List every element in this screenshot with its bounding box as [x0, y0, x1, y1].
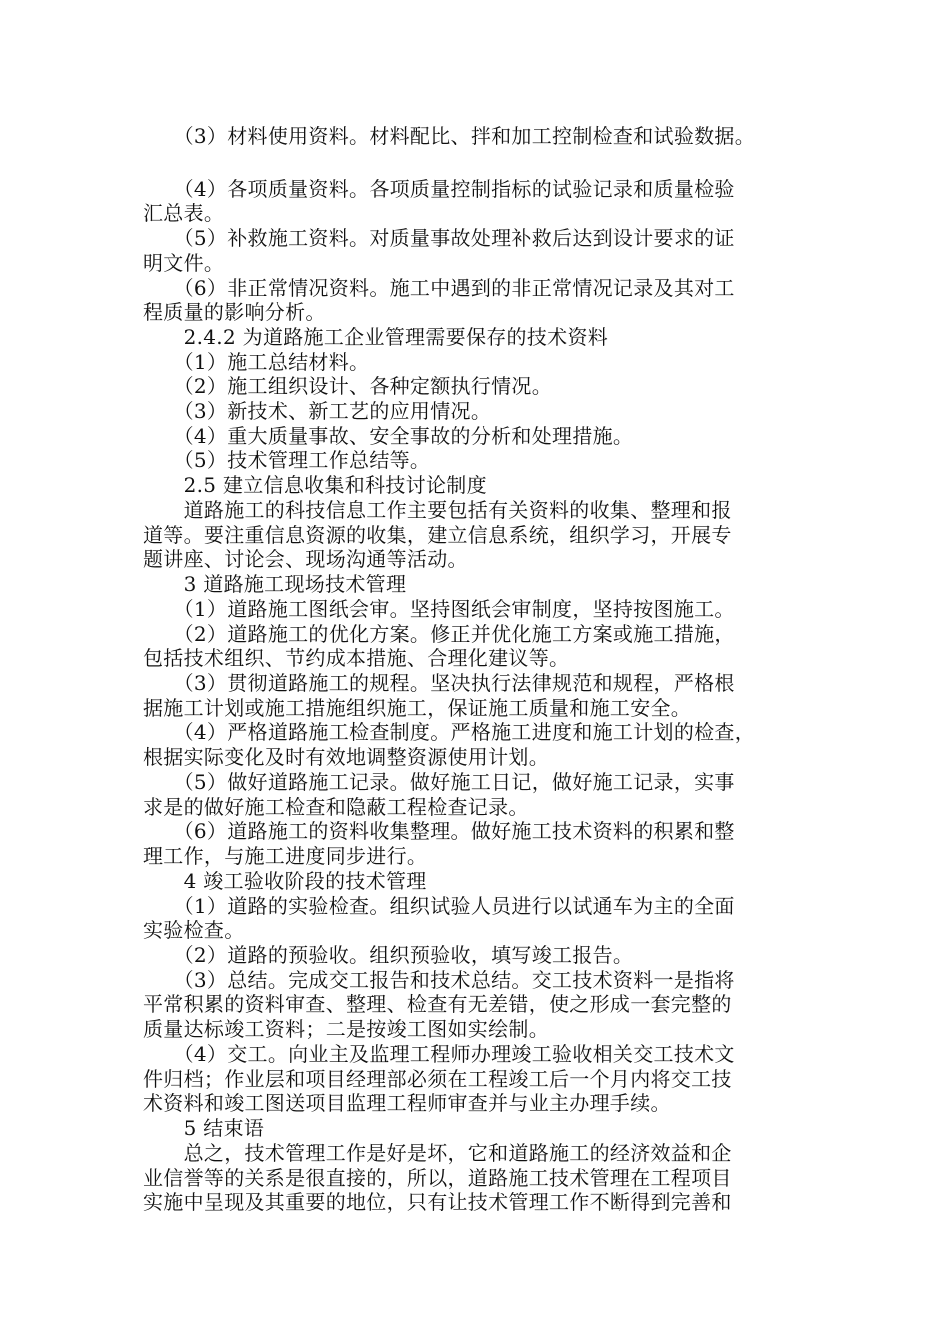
text-line: 实验检查。	[143, 918, 245, 942]
text-line: 理工作，与施工进度同步进行。	[143, 844, 428, 868]
text-line: （1）道路施工图纸会审。坚持图纸会审制度，坚持按图施工。	[143, 597, 735, 621]
text-line: （5）补救施工资料。对质量事故处理补救后达到设计要求的证	[143, 226, 735, 250]
text-line: 汇总表。	[143, 201, 225, 225]
text-line: 求是的做好施工检查和隐蔽工程检查记录。	[143, 795, 529, 819]
text-line: （3）新技术、新工艺的应用情况。	[143, 399, 492, 423]
section-heading: 5 结束语	[143, 1116, 265, 1140]
text-line: 道等。要注重信息资源的收集，建立信息系统，组织学习，开展专	[143, 523, 732, 547]
text-line: 质量达标竣工资料；二是按竣工图如实绘制。	[143, 1017, 549, 1041]
section-heading: 4 竣工验收阶段的技术管理	[143, 869, 427, 893]
text-line: （4）交工。向业主及监理工程师办理竣工验收相关交工技术文	[143, 1042, 735, 1066]
text-line: （4）严格道路施工检查制度。严格施工进度和施工计划的检查，	[143, 720, 756, 744]
text-line: （1）施工总结材料。	[143, 350, 370, 374]
text-line: （1）道路的实验检查。组织试验人员进行以试通车为主的全面	[143, 894, 735, 918]
text-line: 程质量的影响分析。	[143, 300, 326, 324]
text-line: 平常积累的资料审查、整理、检查有无差错，使之形成一套完整的	[143, 992, 732, 1016]
text-line: （2）道路的预验收。组织预验收，填写竣工报告。	[143, 943, 634, 967]
text-line: 题讲座、讨论会、现场沟通等活动。	[143, 547, 468, 571]
text-line: （3）贯彻道路施工的规程。坚决执行法律规范和规程，严格根	[143, 671, 735, 695]
text-line: （5）技术管理工作总结等。	[143, 448, 431, 472]
text-line: 总之，技术管理工作是好是坏，它和道路施工的经济效益和企	[143, 1141, 732, 1165]
text-line: （6）道路施工的资料收集整理。做好施工技术资料的积累和整	[143, 819, 735, 843]
text-line: 件归档；作业层和项目经理部必须在工程竣工后一个月内将交工技	[143, 1067, 732, 1091]
section-heading: 3 道路施工现场技术管理	[143, 572, 407, 596]
text-line: 业信誉等的关系是很直接的，所以，道路施工技术管理在工程项目	[143, 1166, 732, 1190]
text-line: 明文件。	[143, 251, 225, 275]
text-line: （5）做好道路施工记录。做好施工日记，做好施工记录，实事	[143, 770, 735, 794]
text-line: 术资料和竣工图送项目监理工程师审查并与业主办理手续。	[143, 1091, 671, 1115]
text-line: （4）各项质量资料。各项质量控制指标的试验记录和质量检验	[143, 177, 735, 201]
text-line: （2）道路施工的优化方案。修正并优化施工方案或施工措施，	[143, 622, 735, 646]
text-line: 根据实际变化及时有效地调整资源使用计划。	[143, 745, 549, 769]
text-line: （6）非正常情况资料。施工中遇到的非正常情况记录及其对工	[143, 276, 735, 300]
text-line: 据施工计划或施工措施组织施工，保证施工质量和施工安全。	[143, 696, 692, 720]
text-line: （3）总结。完成交工报告和技术总结。交工技术资料一是指将	[143, 968, 735, 992]
text-line: （4）重大质量事故、安全事故的分析和处理措施。	[143, 424, 634, 448]
text-line: 实施中呈现及其重要的地位，只有让技术管理工作不断得到完善和	[143, 1190, 732, 1214]
text-line: （2）施工组织设计、各种定额执行情况。	[143, 374, 553, 398]
text-line: （3）材料使用资料。材料配比、拌和加工控制检查和试验数据。	[143, 124, 756, 148]
section-heading: 2.5 建立信息收集和科技讨论制度	[143, 473, 487, 497]
text-line: 道路施工的科技信息工作主要包括有关资料的收集、整理和报	[143, 498, 732, 522]
text-line: 包括技术组织、节约成本措施、合理化建议等。	[143, 646, 570, 670]
section-heading: 2.4.2 为道路施工企业管理需要保存的技术资料	[143, 325, 609, 349]
